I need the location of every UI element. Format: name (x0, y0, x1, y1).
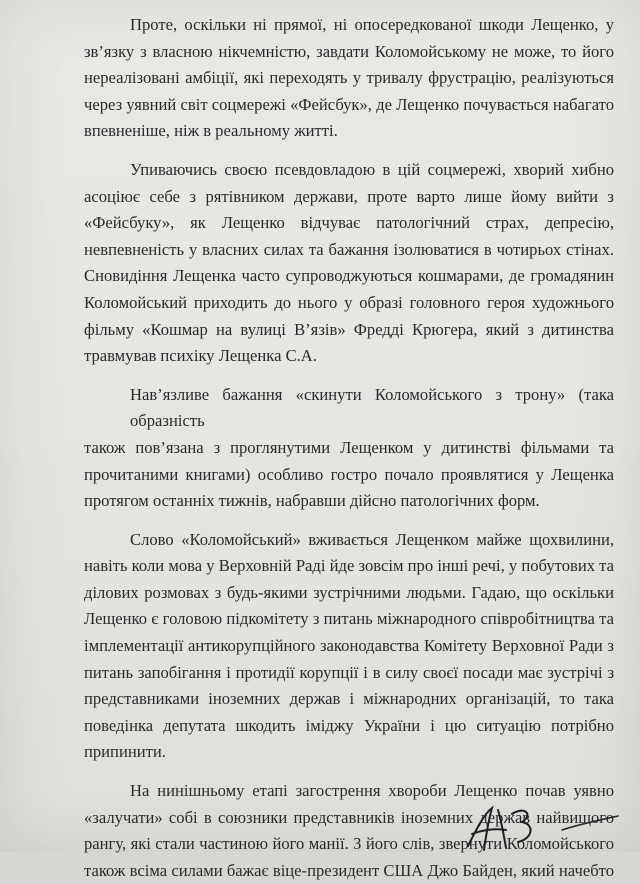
text-line: прочитаними книгами) особливо гостро почало проявлятися у Лещенка (84, 464, 614, 484)
text-line: асоціює себе з рятівником держави, проте варто лише йому вийти з (84, 186, 614, 206)
paragraph-3 (84, 382, 614, 515)
text-line: нереалізовані амбіції, які переходять у тривалу фрустрацію, реалізуються (84, 68, 614, 88)
text-line: «Фейсбуку», як Лещенко відчуває патологічний страх, депресію, (84, 213, 614, 233)
text-line: поведінка депутата шкодить іміджу України і цю ситуацію потрібно (84, 715, 614, 735)
paragraph-1 (84, 12, 614, 145)
text-line: ділових розмовах з будь-якими зустрічними людьми. Гадаю, що оскільки (84, 582, 614, 602)
text-line: Проте, оскільки ні прямої, ні опосередкованої шкоди Лещенко, у (130, 15, 614, 34)
paragraph-2 (84, 157, 614, 370)
text-line: питань запобігання і протидії корупції і в силу своєї посади має зустрічі з (84, 662, 614, 682)
text-line: невпевненість у власних силах та бажання ізолюватися в чотирьох стінах. (84, 239, 614, 259)
text-line: припинити. (84, 742, 166, 762)
text-line: фільму «Кошмар на вулиці В’язів» Фредді Крюгера, який з дитинства (84, 319, 614, 339)
text-line: Нав’язливе бажання «скинути Коломойського з трону» (така образність (130, 384, 614, 431)
handwritten-signature (462, 800, 542, 852)
text-line: Слово «Коломойський» вживається Лещенком майже щохвилини, (130, 529, 614, 549)
text-line: через уявний світ соцмережі «Фейсбук», де Лещенко почувається набагато (84, 94, 614, 114)
text-line: На нинішньому етапі загострення хвороби Лещенко почав уявно (130, 781, 614, 801)
text-line: «залучати» собі в союзники представників іноземних держав найвищого (84, 807, 614, 827)
text-line: також всіма силами бажає віце-президент США Джо Байден, який начебто (84, 860, 614, 880)
text-line: Коломойський приходить до нього у образі головного героя художнього (84, 292, 614, 312)
pen-stroke-mark (560, 814, 620, 834)
text-line: також пов’язана з проглянутими Лещенком у дитинстві фільмами та (84, 437, 614, 457)
document-body (84, 12, 614, 884)
text-line: представниками іноземних держав і міжнародних організацій, то така (84, 689, 614, 709)
text-line: зв’язку з власною нікчемністю, завдати Коломойському не може, то його (84, 41, 614, 61)
text-line: імплементації антикорупційного законодавства Комітету Верховної Ради з (84, 636, 614, 656)
text-line: Сновидіння Лещенка часто супроводжуються кошмарами, де громадянин (84, 266, 614, 286)
text-line: рангу, які стали частиною його манії. З його слів, звернути Коломойського (84, 834, 614, 854)
text-line: Лещенко є головою підкомітету з питань міжнародного співробітництва та (84, 609, 614, 629)
text-line: впевненіше, ніж в реальному житті. (84, 121, 338, 141)
text-line: протягом останніх тижнів, набравши дійсно патологічних форм. (84, 491, 540, 511)
text-line: Упиваючись своєю псевдовладою в цій соцмережі, хворий хибно (130, 159, 614, 179)
text-line: навіть коли мова у Верховній Раді йде зовсім про інші речі, у побутових та (84, 556, 614, 576)
paragraph-4 (84, 527, 614, 766)
text-line: травмував психіку Лещенка С.А. (84, 346, 317, 366)
